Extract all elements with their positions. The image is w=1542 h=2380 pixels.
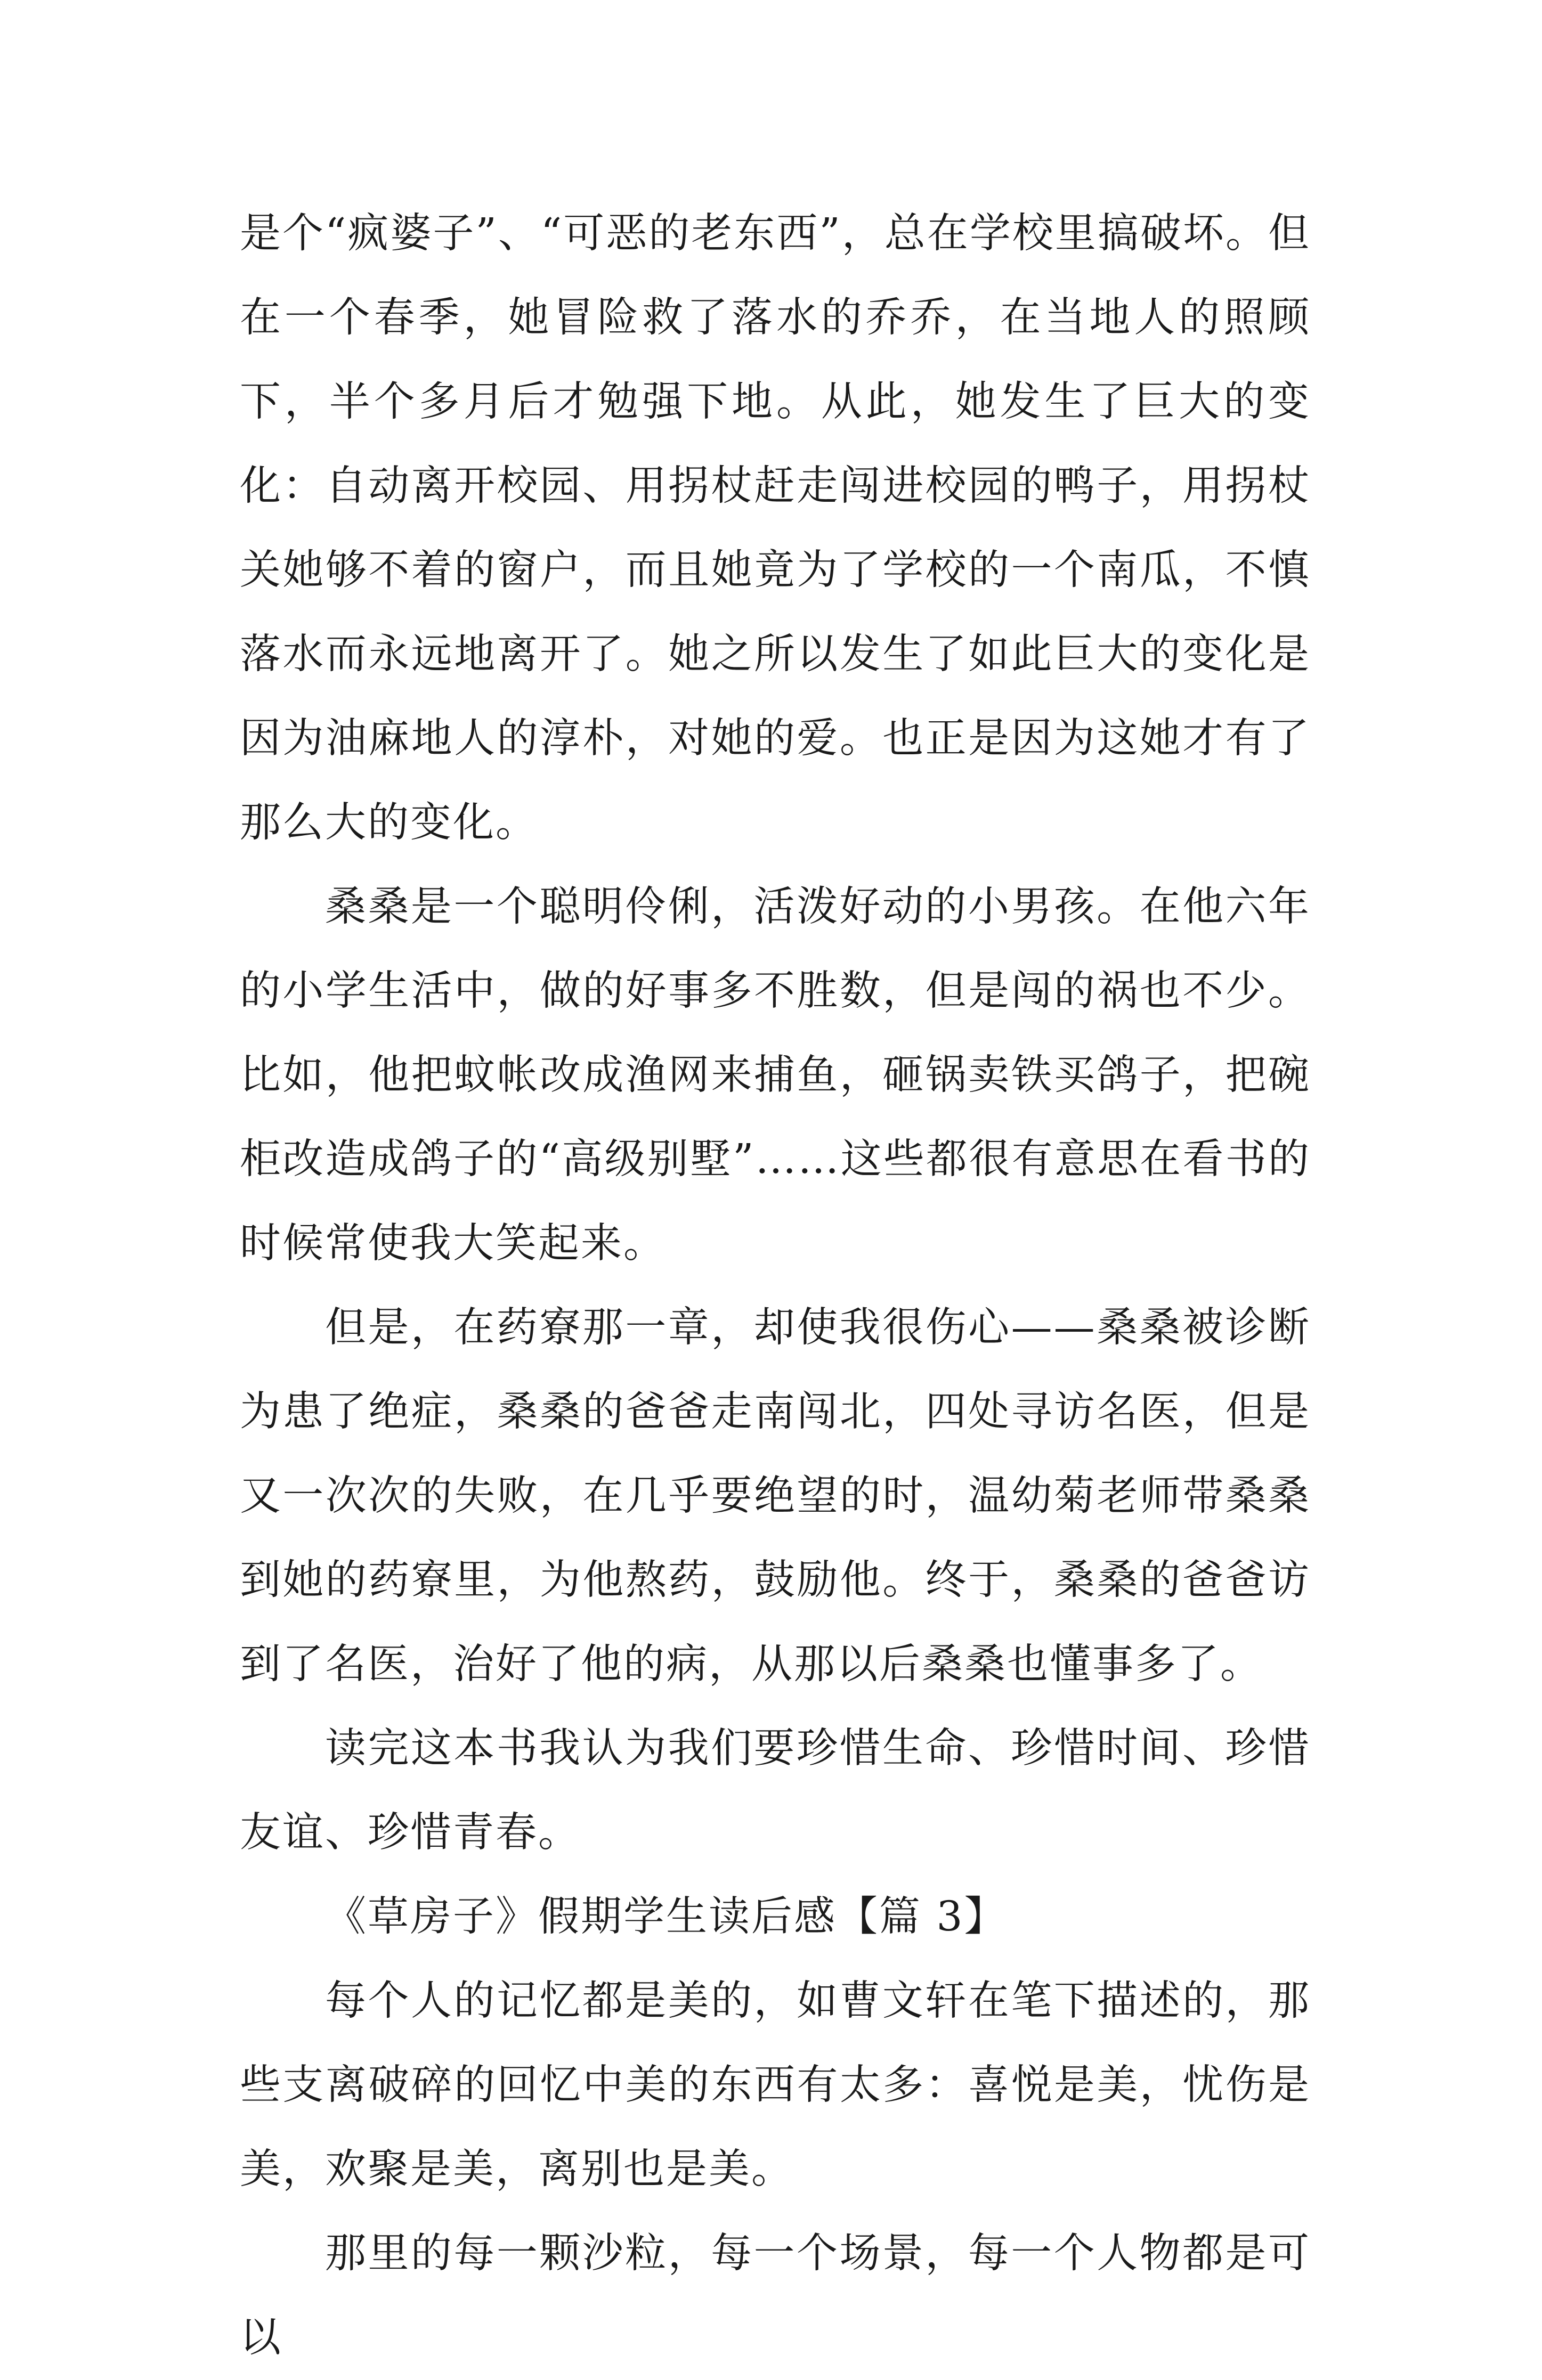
paragraph-6: 那里的每一颗沙粒，每一个场景，每一个人物都是可以 — [240, 2230, 1311, 2361]
paragraph-1: 是个“疯婆子”、“可恶的老东西”，总在学校里搞破坏。但在一个春季，她冒险救了落水的乔乔，在当地人的照顾下，半个多月后才勉强下地。从此，她发生了巨大的变化：自动离开校园、用拐杖赶走闯进校园的鸭子，用拐杖关她够不着的窗户，而且她竟为了学校的一个南瓜，不慎落水而永远地离开了。她之所以发生了如此巨大的变化是因为油麻地人的淳朴，对她的爱。也正是因为这她才有了那么大的变化。 — [240, 210, 1311, 846]
section-heading: 《草房子》假期学生读后感【篇 3】 — [325, 1893, 1007, 1941]
paragraph-2: 桑桑是一个聪明伶俐，活泼好动的小男孩。在他六年的小学生活中，做的好事多不胜数，但是闯的祸也不少。比如，他把蚊帐改成渔网来捕鱼，砸锅卖铁买鸽子，把碗柜改造成鸽子的“高级别墅”……这些都很有意思在看书的时候常使我大笑起来。 — [240, 883, 1311, 1267]
paragraph-4: 读完这本书我认为我们要珍惜生命、珍惜时间、珍惜友谊、珍惜青春。 — [240, 1725, 1311, 1856]
document-page — [240, 192, 1311, 2380]
paragraph-5: 每个人的记忆都是美的，如曹文轩在笔下描述的，那些支离破碎的回忆中美的东西有太多：喜悦是美，忧伤是美，欢聚是美，离别也是美。 — [240, 1977, 1311, 2193]
paragraph-3: 但是，在药寮那一章，却使我很伤心——桑桑被诊断为患了绝症，桑桑的爸爸走南闯北，四处寻访名医，但是又一次次的失败，在几乎要绝望的时，温幼菊老师带桑桑到她的药寮里，为他熬药，鼓励他。终于，桑桑的爸爸访到了名医，治好了他的病，从那以后桑桑也懂事多了。 — [240, 1304, 1311, 1688]
